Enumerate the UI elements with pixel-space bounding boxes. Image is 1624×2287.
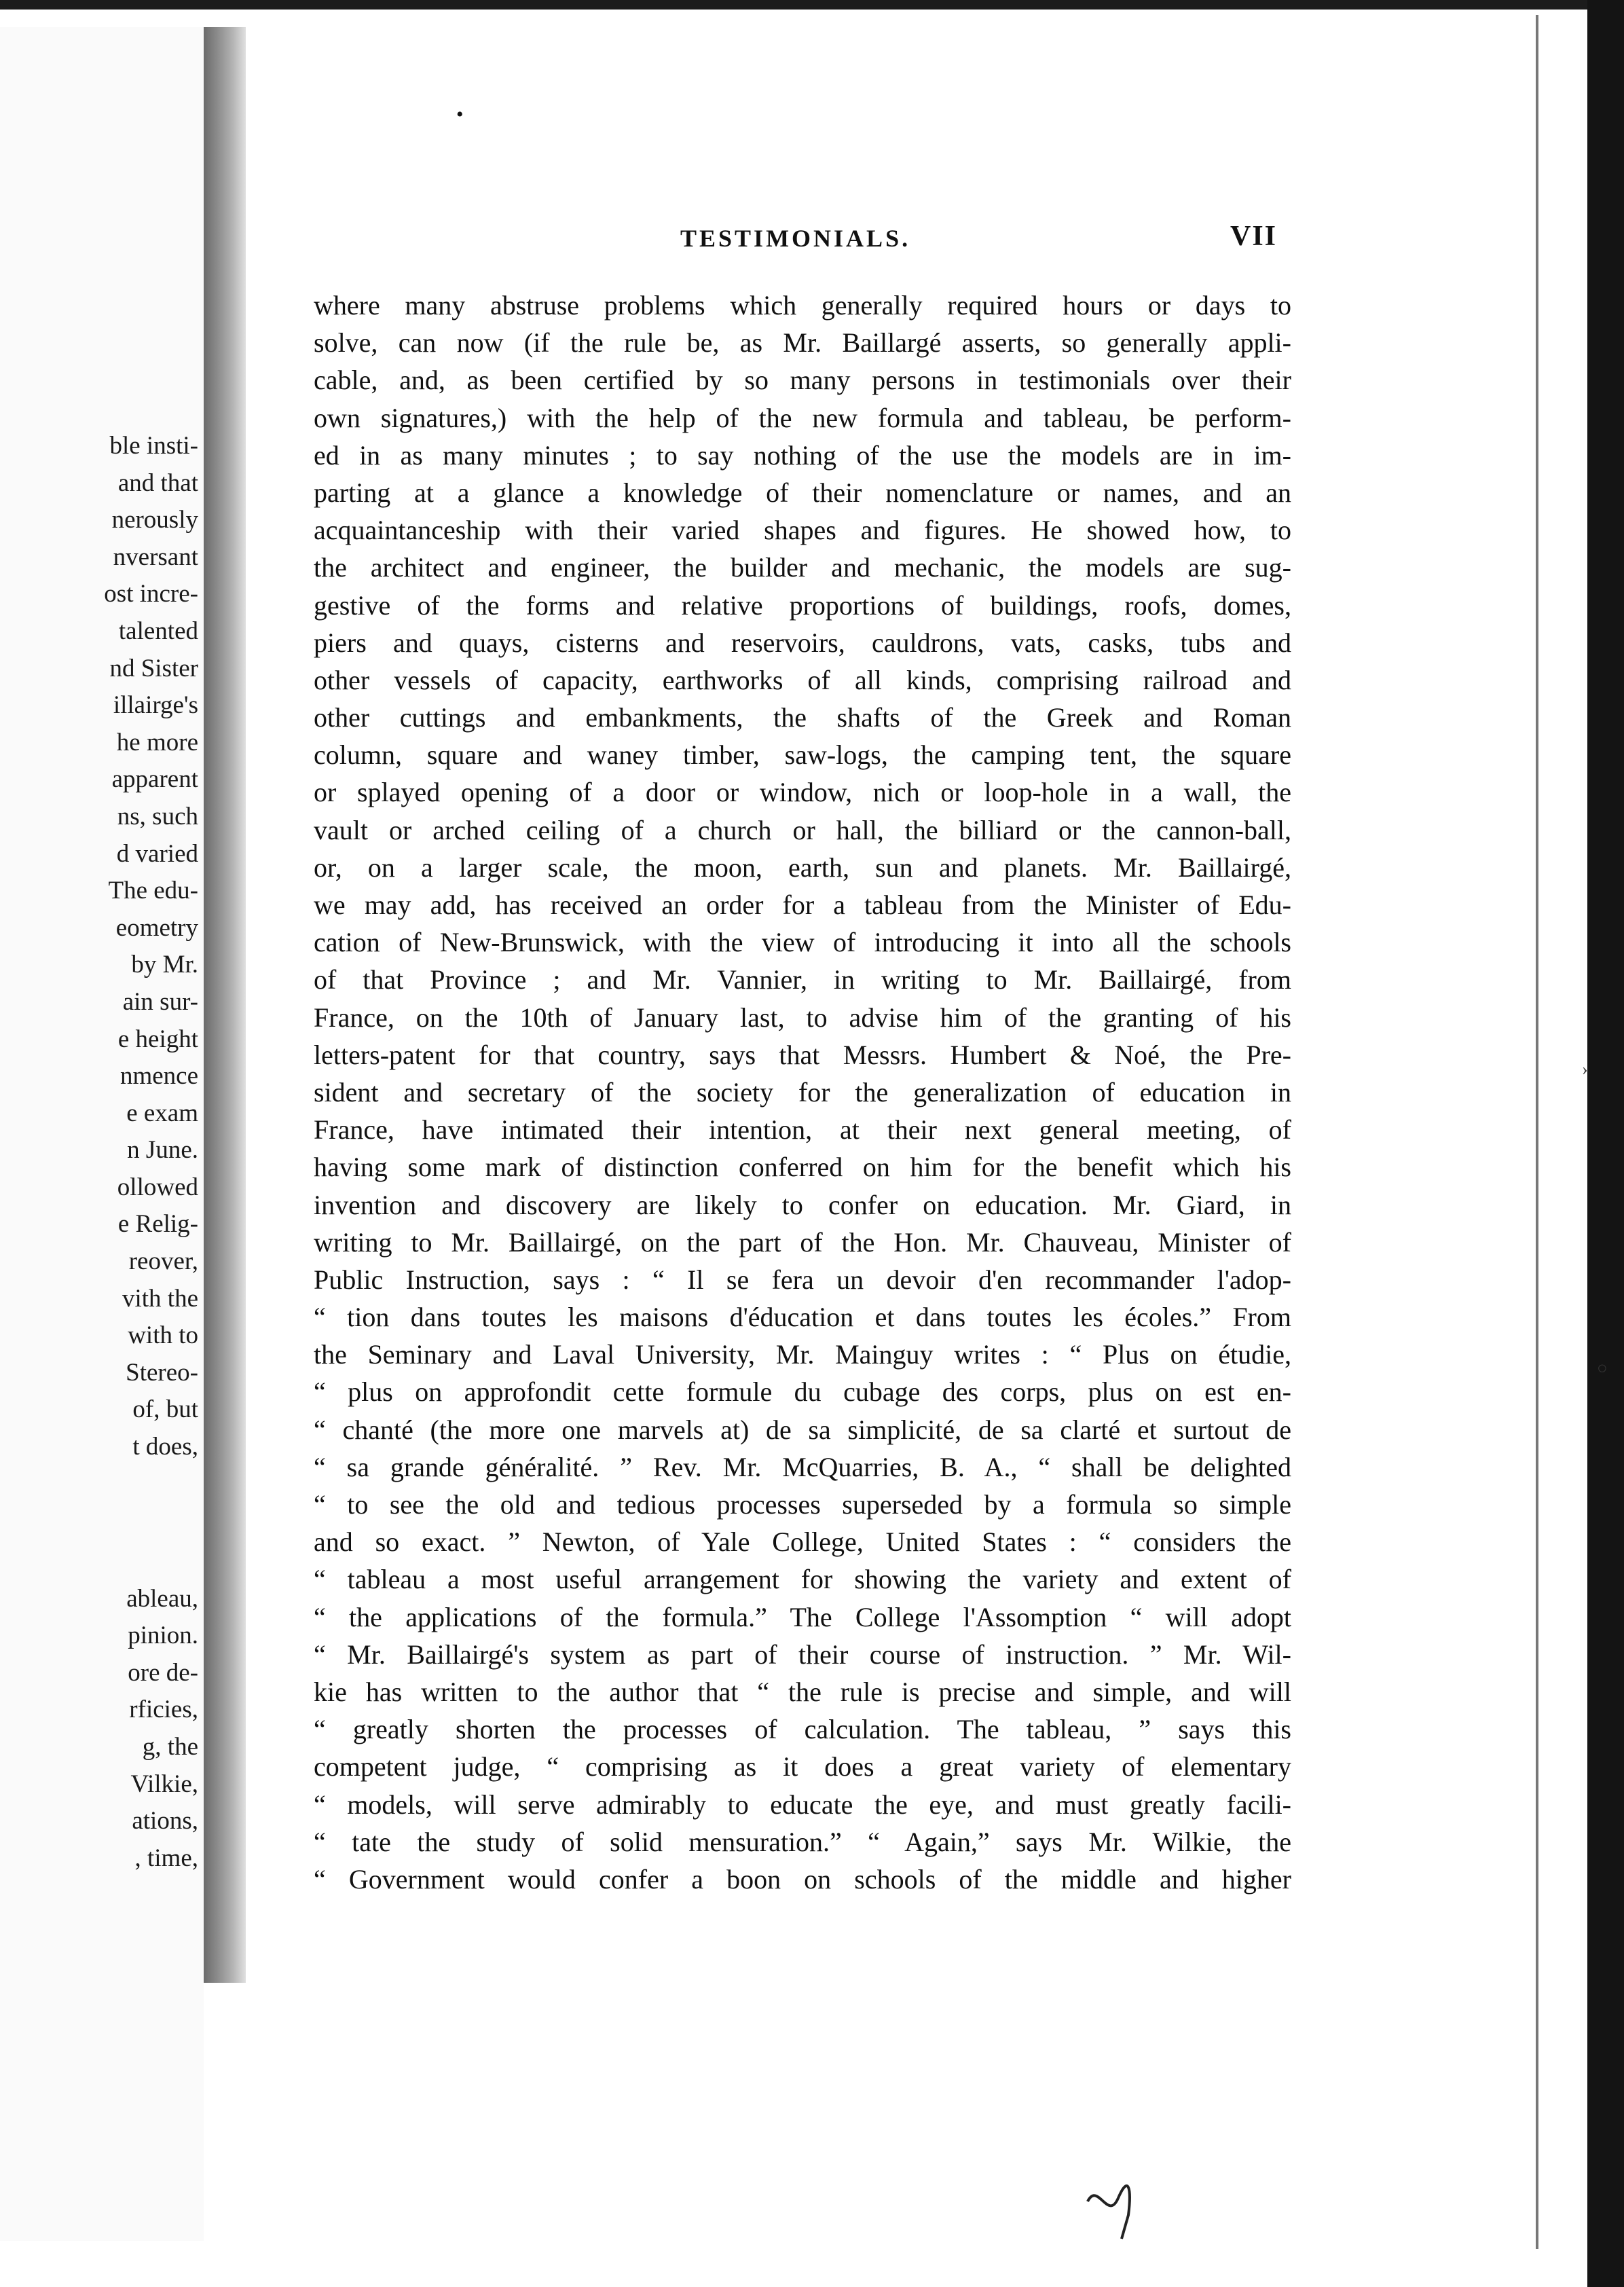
text-line: column, square and waney timber, saw-logs, the camping tent, the square	[314, 739, 1291, 771]
text-line: “ greatly shorten the processes of calculation. The tableau, ” says this	[314, 1714, 1291, 1745]
text-line: other vessels of capacity, earthworks of all kinds, comprising railroad and	[314, 664, 1291, 695]
left-line: ollowed	[117, 1173, 198, 1201]
running-title: TESTIMONIALS.	[680, 225, 911, 252]
left-line: vith the	[122, 1284, 198, 1313]
margin-mark: ›	[1582, 1059, 1588, 1079]
text-line: “ Mr. Baillairgé's system as part of their course of instruction. ” Mr. Wil-	[314, 1639, 1291, 1670]
left-line: and that	[117, 469, 198, 497]
left-line: g, the	[142, 1733, 198, 1761]
text-line: “ Government would confer a boon on schools of the middle and higher	[314, 1863, 1291, 1895]
text-line: of that Province ; and Mr. Vannier, in writing to Mr. Baillairgé, from	[314, 964, 1291, 995]
right-page	[246, 15, 1538, 2249]
left-line: ore de-	[128, 1658, 198, 1687]
left-line: ations,	[132, 1807, 198, 1835]
text-line: cation of New-Brunswick, with the view of introducing it into all the schools	[314, 927, 1291, 958]
left-line: illairge's	[113, 691, 198, 720]
left-line: nmence	[119, 1062, 198, 1091]
left-line: apparent	[111, 765, 198, 794]
text-line: Public Instruction, says : “ Il se fera un devoir d'en recommander l'adop-	[314, 1264, 1291, 1295]
text-line: gestive of the forms and relative proportions of buildings, roofs, domes,	[314, 589, 1291, 621]
text-line: “ models, will serve admirably to educate the eye, and must greatly facili-	[314, 1789, 1291, 1820]
paragraph-gap	[8, 1466, 198, 1581]
scan-right-edge	[1587, 0, 1624, 2287]
text-line: the architect and engineer, the builder and mechanic, the models are sug-	[314, 552, 1291, 583]
text-line: piers and quays, cisterns and reservoirs, cauldrons, vats, casks, tubs and	[314, 627, 1291, 658]
left-page-fragment	[0, 27, 204, 2241]
left-line: e exam	[126, 1099, 198, 1127]
left-line: eometry	[115, 913, 198, 942]
text-line: cable, and, as been certified by so many persons in testimonials over their	[314, 365, 1291, 396]
text-line: ed in as many minutes ; to say nothing of the use the models are in im-	[314, 439, 1291, 471]
text-line: the Seminary and Laval University, Mr. Mainguy writes : “ Plus on étudie,	[314, 1339, 1291, 1370]
text-line: France, on the 10th of January last, to advise him of the granting of his	[314, 1002, 1291, 1033]
left-line: Stereo-	[126, 1358, 198, 1387]
text-line: or, on a larger scale, the moon, earth, sun and planets. Mr. Baillairgé,	[314, 852, 1291, 883]
body-text	[314, 287, 1291, 1898]
text-line: kie has written to the author that “ the rule is precise and simple, and will	[314, 1676, 1291, 1707]
text-line: “ the applications of the formula.” The College l'Assomption “ will adopt	[314, 1601, 1291, 1632]
left-line: t does,	[132, 1433, 198, 1461]
left-line: ost incre-	[104, 580, 198, 608]
scan-top-edge	[0, 0, 1624, 10]
text-line: invention and discovery are likely to confer on education. Mr. Giard, in	[314, 1189, 1291, 1220]
text-line: vault or arched ceiling of a church or hall, the billiard or the cannon-ball,	[314, 814, 1291, 845]
text-line: “ tableau a most useful arrangement for showing the variety and extent of	[314, 1564, 1291, 1595]
left-line: nerously	[111, 506, 198, 534]
left-line: , time,	[134, 1844, 198, 1872]
text-line: sident and secretary of the society for the generalization of education in	[314, 1076, 1291, 1108]
left-line: nversant	[113, 543, 198, 571]
margin-mark: ○	[1597, 1358, 1608, 1378]
text-line: “ plus on approfondit cette formule du cubage des corps, plus on est en-	[314, 1376, 1291, 1408]
text-line: we may add, has received an order for a tableau from the Minister of Edu-	[314, 890, 1291, 920]
text-line: writing to Mr. Baillairgé, on the part of the Hon. Mr. Chauveau, Minister of	[314, 1226, 1291, 1258]
left-page-text	[8, 428, 198, 1877]
text-line: acquaintanceship with their varied shapes and figures. He showed how, to	[314, 515, 1291, 546]
text-line: where many abstruse problems which generally required hours or days to	[314, 290, 1291, 321]
page-number: VII	[1230, 221, 1278, 252]
left-line: pinion.	[128, 1622, 198, 1650]
left-line: d varied	[116, 839, 198, 868]
text-line: or splayed opening of a door or window, nich or loop-hole in a wall, the	[314, 777, 1291, 808]
left-line: of, but	[132, 1395, 198, 1424]
left-line: with to	[128, 1321, 198, 1350]
text-line: and so exact. ” Newton, of Yale College, United States : “ considers the	[314, 1526, 1291, 1558]
ink-speck: •	[456, 103, 464, 126]
ink-squiggle	[1081, 2174, 1142, 2242]
left-line: e Relig-	[117, 1210, 198, 1239]
left-line: ns, such	[117, 802, 198, 830]
left-line: by Mr.	[131, 951, 198, 979]
left-line: ble insti-	[109, 432, 198, 460]
text-line: solve, can now (if the rule be, as Mr. Baillargé asserts, so generally appli-	[314, 327, 1291, 359]
left-line: ain sur-	[122, 987, 198, 1016]
text-line: competent judge, “ comprising as it does a great variety of elementary	[314, 1751, 1291, 1782]
text-line: “ chanté (the more one marvels at) de sa simplicité, de sa clarté et surtout de	[314, 1414, 1291, 1445]
text-line: letters-patent for that country, says that Messrs. Humbert & Noé, the Pre-	[314, 1039, 1291, 1070]
left-line: nd Sister	[109, 654, 198, 682]
running-head	[246, 221, 1529, 265]
text-line: France, have intimated their intention, at their next general meeting, of	[314, 1114, 1291, 1146]
left-line: n June.	[127, 1136, 198, 1165]
text-line: “ tion dans toutes les maisons d'éducation et dans toutes les écoles.” From	[314, 1302, 1291, 1333]
text-line: having some mark of distinction conferred on him for the benefit which his	[314, 1152, 1291, 1183]
book-gutter-shadow	[204, 27, 246, 1983]
left-line: talented	[118, 617, 198, 645]
text-line: other cuttings and embankments, the shafts of the Greek and Roman	[314, 702, 1291, 733]
left-line: rficies,	[129, 1696, 198, 1724]
text-line: parting at a glance a knowledge of their nomenclature or names, and an	[314, 477, 1291, 508]
left-line: Vilkie,	[130, 1770, 198, 1798]
text-line: own signatures,) with the help of the new formula and tableau, be perform-	[314, 402, 1291, 433]
left-line: The edu-	[108, 877, 198, 905]
text-line: “ to see the old and tedious processes superseded by a formula so simple	[314, 1489, 1291, 1520]
text-line: “ tate the study of solid mensuration.” “ Again,” says Mr. Wilkie, the	[314, 1826, 1291, 1857]
text-line: “ sa grande généralité. ” Rev. Mr. McQuarries, B. A., “ shall be delighted	[314, 1451, 1291, 1482]
left-line: reover,	[128, 1247, 198, 1276]
left-line: he more	[116, 728, 198, 756]
left-line: ableau,	[126, 1584, 198, 1613]
left-line: e height	[117, 1025, 198, 1053]
